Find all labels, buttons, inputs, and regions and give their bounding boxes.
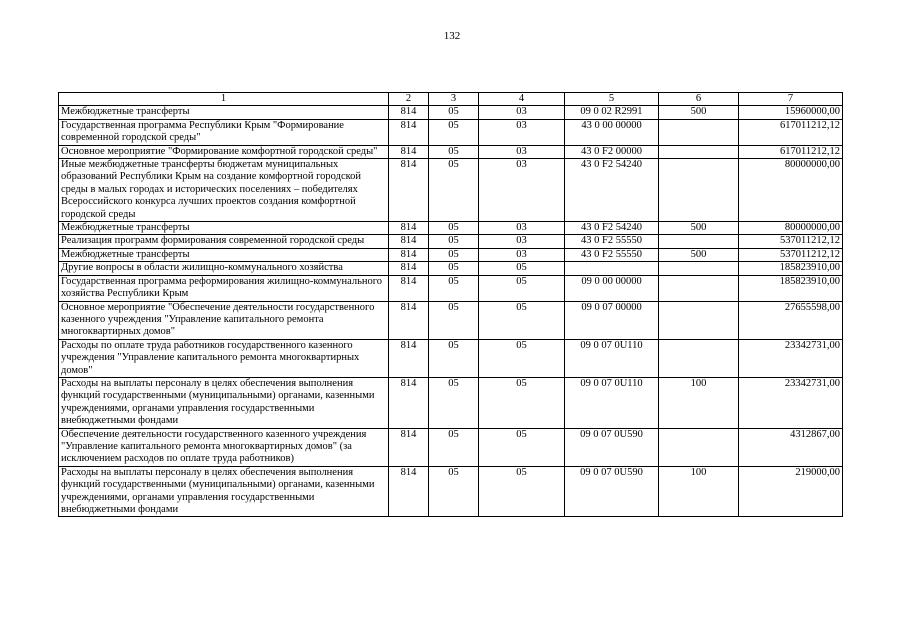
row-name: Расходы по оплате труда работников государственного казенного учреждения "Управление капитального ремонта многоквартирных домов" (59, 339, 389, 377)
cell-subsection: 05 (479, 377, 565, 428)
cell-section: 05 (429, 275, 479, 301)
table-row (59, 275, 843, 301)
cell-section: 05 (429, 248, 479, 261)
table-row (59, 222, 843, 235)
cell-section: 05 (429, 145, 479, 158)
row-name: Межбюджетные трансферты (59, 248, 389, 261)
cell-ved: 814 (389, 275, 429, 301)
row-name: Иные межбюджетные трансферты бюджетам муниципальных образований Республики Крым на создание комфортной городской среды в малых городах и исторических поселениях – победителях Всероссийского конкурса лучших проектов создания комфортной городской среды (59, 159, 389, 222)
cell-expense-type: 500 (659, 222, 739, 235)
table-row (59, 466, 843, 517)
row-name: Расходы на выплаты персоналу в целях обеспечения выполнения функций государственными (муниципальными) органами, казенными учреждениями, органами управления государственными внебюджетными фондами (59, 377, 389, 428)
cell-amount: 537011212,12 (739, 248, 843, 261)
cell-expense-type (659, 339, 739, 377)
cell-section: 05 (429, 262, 479, 275)
table-row (59, 106, 843, 119)
cell-ved: 814 (389, 248, 429, 261)
cell-ved: 814 (389, 428, 429, 466)
row-name: Государственная программа реформирования жилищно-коммунального хозяйства Республики Крым (59, 275, 389, 301)
cell-section: 05 (429, 428, 479, 466)
cell-amount: 23342731,00 (739, 339, 843, 377)
row-name: Межбюджетные трансферты (59, 222, 389, 235)
cell-subsection: 03 (479, 248, 565, 261)
row-name: Основное мероприятие "Формирование комфортной городской среды" (59, 145, 389, 158)
cell-amount: 80000000,00 (739, 159, 843, 222)
table-row (59, 248, 843, 261)
table-row (59, 377, 843, 428)
cell-subsection: 03 (479, 119, 565, 145)
column-header: 1 (59, 93, 389, 106)
cell-section: 05 (429, 377, 479, 428)
cell-target-article: 43 0 00 00000 (565, 119, 659, 145)
column-header: 6 (659, 93, 739, 106)
cell-target-article: 43 0 F2 55550 (565, 235, 659, 248)
cell-target-article: 09 0 02 R2991 (565, 106, 659, 119)
cell-ved: 814 (389, 339, 429, 377)
cell-section: 05 (429, 466, 479, 517)
cell-amount: 185823910,00 (739, 262, 843, 275)
cell-ved: 814 (389, 106, 429, 119)
table-row (59, 145, 843, 158)
cell-ved: 814 (389, 235, 429, 248)
column-header: 3 (429, 93, 479, 106)
cell-target-article: 43 0 F2 54240 (565, 159, 659, 222)
cell-section: 05 (429, 222, 479, 235)
cell-ved: 814 (389, 145, 429, 158)
cell-ved: 814 (389, 377, 429, 428)
cell-expense-type (659, 145, 739, 158)
cell-amount: 80000000,00 (739, 222, 843, 235)
cell-target-article: 09 0 07 0U110 (565, 377, 659, 428)
row-name: Межбюджетные трансферты (59, 106, 389, 119)
row-name: Реализация программ формирования современной городской среды (59, 235, 389, 248)
table-row (59, 235, 843, 248)
cell-target-article: 09 0 07 0U110 (565, 339, 659, 377)
cell-target-article: 09 0 07 00000 (565, 301, 659, 339)
cell-subsection: 05 (479, 301, 565, 339)
header-row (59, 93, 843, 106)
cell-section: 05 (429, 235, 479, 248)
cell-target-article (565, 262, 659, 275)
cell-subsection: 05 (479, 428, 565, 466)
cell-subsection: 03 (479, 222, 565, 235)
cell-ved: 814 (389, 119, 429, 145)
cell-ved: 814 (389, 222, 429, 235)
table-row (59, 262, 843, 275)
cell-target-article: 43 0 F2 00000 (565, 145, 659, 158)
cell-section: 05 (429, 159, 479, 222)
cell-section: 05 (429, 339, 479, 377)
cell-ved: 814 (389, 466, 429, 517)
column-header: 7 (739, 93, 843, 106)
cell-section: 05 (429, 119, 479, 145)
cell-expense-type (659, 159, 739, 222)
column-header: 2 (389, 93, 429, 106)
cell-ved: 814 (389, 159, 429, 222)
cell-target-article: 09 0 00 00000 (565, 275, 659, 301)
cell-expense-type (659, 275, 739, 301)
cell-subsection: 05 (479, 339, 565, 377)
page-number: 132 (443, 30, 461, 42)
cell-amount: 617011212,12 (739, 145, 843, 158)
cell-amount: 15960000,00 (739, 106, 843, 119)
cell-expense-type: 100 (659, 377, 739, 428)
column-header: 5 (565, 93, 659, 106)
cell-amount: 617011212,12 (739, 119, 843, 145)
cell-ved: 814 (389, 262, 429, 275)
cell-target-article: 09 0 07 0U590 (565, 466, 659, 517)
cell-subsection: 03 (479, 235, 565, 248)
table-row (59, 301, 843, 339)
budget-table (58, 92, 843, 517)
cell-expense-type (659, 235, 739, 248)
cell-expense-type: 500 (659, 106, 739, 119)
column-header: 4 (479, 93, 565, 106)
cell-subsection: 05 (479, 262, 565, 275)
row-name: Обеспечение деятельности государственного казенного учреждения "Управление капитального ремонта многоквартирных домов" (за исключением расходов по оплате труда работников) (59, 428, 389, 466)
row-name: Государственная программа Республики Крым "Формирование современной городской среды" (59, 119, 389, 145)
cell-subsection: 03 (479, 145, 565, 158)
cell-amount: 185823910,00 (739, 275, 843, 301)
cell-ved: 814 (389, 301, 429, 339)
table-row (59, 119, 843, 145)
cell-subsection: 03 (479, 106, 565, 119)
row-name: Основное мероприятие "Обеспечение деятельности государственного казенного учреждения "Управление капитального ремонта многоквартирных домов" (59, 301, 389, 339)
cell-target-article: 09 0 07 0U590 (565, 428, 659, 466)
table-row (59, 428, 843, 466)
cell-expense-type (659, 301, 739, 339)
cell-expense-type (659, 428, 739, 466)
cell-expense-type: 100 (659, 466, 739, 517)
table-row (59, 159, 843, 222)
table-row (59, 339, 843, 377)
cell-amount: 537011212,12 (739, 235, 843, 248)
cell-expense-type (659, 262, 739, 275)
cell-target-article: 43 0 F2 55550 (565, 248, 659, 261)
row-name: Другие вопросы в области жилищно-коммунального хозяйства (59, 262, 389, 275)
cell-subsection: 05 (479, 466, 565, 517)
cell-expense-type (659, 119, 739, 145)
cell-subsection: 05 (479, 275, 565, 301)
cell-amount: 4312867,00 (739, 428, 843, 466)
row-name: Расходы на выплаты персоналу в целях обеспечения выполнения функций государственными (муниципальными) органами, казенными учреждениями, органами управления государственными внебюджетными фондами (59, 466, 389, 517)
cell-amount: 23342731,00 (739, 377, 843, 428)
cell-subsection: 03 (479, 159, 565, 222)
cell-expense-type: 500 (659, 248, 739, 261)
cell-amount: 219000,00 (739, 466, 843, 517)
cell-target-article: 43 0 F2 54240 (565, 222, 659, 235)
cell-section: 05 (429, 106, 479, 119)
cell-amount: 27655598,00 (739, 301, 843, 339)
cell-section: 05 (429, 301, 479, 339)
